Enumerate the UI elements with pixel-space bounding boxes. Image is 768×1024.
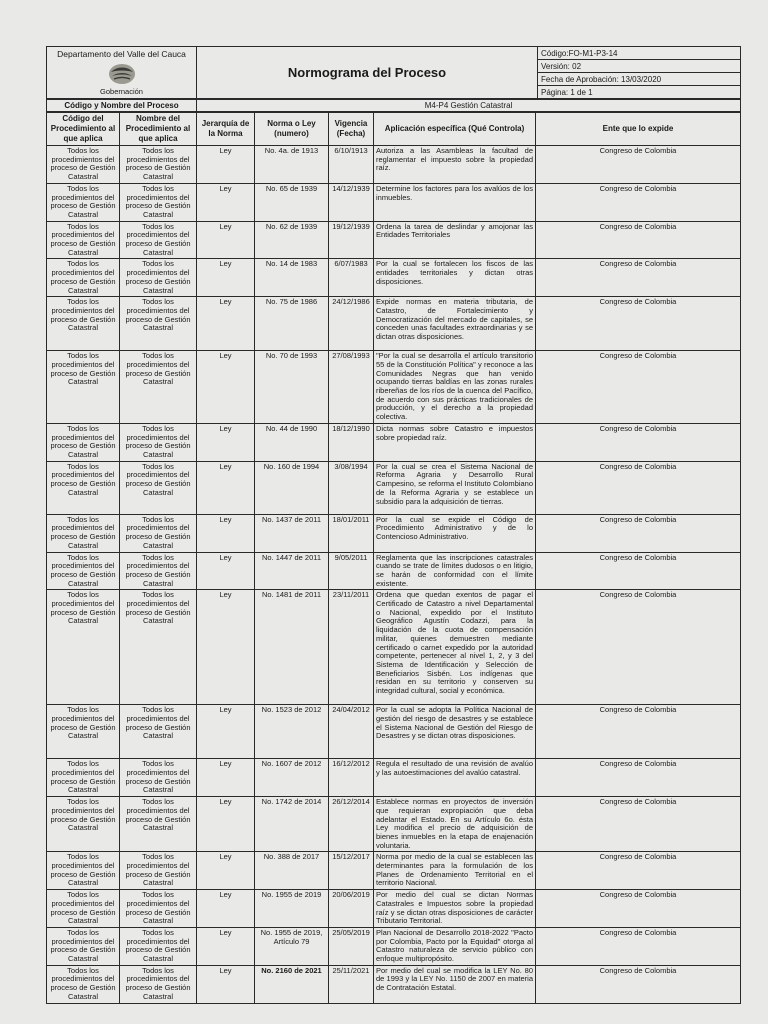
- row-procedure-code: Todos los procedimientos del proceso de Gestión Catastral: [47, 221, 120, 259]
- row-norm-level: Ley: [197, 927, 255, 965]
- row-norm-date: 14/12/1939: [329, 183, 374, 221]
- table-row: [47, 759, 741, 797]
- row-issuing-entity: Congreso de Colombia: [536, 965, 741, 1003]
- row-procedure-code: Todos los procedimientos del proceso de Gestión Catastral: [47, 183, 120, 221]
- row-procedure-code: Todos los procedimientos del proceso de Gestión Catastral: [47, 461, 120, 514]
- row-procedure-name: Todos los procedimientos del proceso de Gestión Catastral: [120, 351, 197, 424]
- row-norm-level: Ley: [197, 965, 255, 1003]
- row-norm-date: 26/12/2014: [329, 797, 374, 852]
- row-procedure-code: Todos los procedimientos del proceso de Gestión Catastral: [47, 514, 120, 552]
- row-issuing-entity: Congreso de Colombia: [536, 461, 741, 514]
- row-norm-date: 25/11/2021: [329, 965, 374, 1003]
- row-norm-level: Ley: [197, 259, 255, 297]
- row-norm-date: 15/12/2017: [329, 852, 374, 890]
- row-procedure-code: Todos los procedimientos del proceso de Gestión Catastral: [47, 423, 120, 461]
- row-norm-number: No. 1437 de 2011: [255, 514, 329, 552]
- row-procedure-name: Todos los procedimientos del proceso de Gestión Catastral: [120, 297, 197, 351]
- row-procedure-code: Todos los procedimientos del proceso de Gestión Catastral: [47, 590, 120, 705]
- row-procedure-code: Todos los procedimientos del proceso de Gestión Catastral: [47, 927, 120, 965]
- row-application: Por medio del cual se dictan Normas Catastrales e Impuestos sobre la propiedad raíz y se dictan otras disposiciones de carácter Tributario Territorial.: [374, 890, 536, 928]
- row-norm-number: No. 1607 de 2012: [255, 759, 329, 797]
- row-issuing-entity: Congreso de Colombia: [536, 514, 741, 552]
- row-issuing-entity: Congreso de Colombia: [536, 183, 741, 221]
- row-norm-level: Ley: [197, 423, 255, 461]
- row-issuing-entity: Congreso de Colombia: [536, 423, 741, 461]
- row-application: Regula el resultado de una revisión de avalúo y las autoestimaciones del avalúo catastral.: [374, 759, 536, 797]
- table-row: [47, 552, 741, 590]
- row-norm-level: Ley: [197, 797, 255, 852]
- row-norm-number: No. 1481 de 2011: [255, 590, 329, 705]
- page-number: Página: 1 de 1: [538, 86, 741, 99]
- row-norm-date: 20/06/2019: [329, 890, 374, 928]
- row-norm-number: No. 75 de 1986: [255, 297, 329, 351]
- row-procedure-code: Todos los procedimientos del proceso de Gestión Catastral: [47, 297, 120, 351]
- row-procedure-name: Todos los procedimientos del proceso de Gestión Catastral: [120, 423, 197, 461]
- row-norm-date: 9/05/2011: [329, 552, 374, 590]
- row-application: Por la cual se adopta la Política Nacional de gestión del riesgo de desastres y se establece el Sistema Nacional de Gestión del Riesgo de Desastres y se dictan otras disposiciones.: [374, 705, 536, 759]
- row-procedure-code: Todos los procedimientos del proceso de Gestión Catastral: [47, 852, 120, 890]
- row-issuing-entity: Congreso de Colombia: [536, 590, 741, 705]
- row-issuing-entity: Congreso de Colombia: [536, 146, 741, 184]
- row-norm-number: No. 388 de 2017: [255, 852, 329, 890]
- row-norm-date: 24/12/1986: [329, 297, 374, 351]
- row-norm-number: No. 1955 de 2019: [255, 890, 329, 928]
- row-norm-number: No. 160 de 1994: [255, 461, 329, 514]
- row-norm-date: 18/12/1990: [329, 423, 374, 461]
- column-header-norm: Norma o Ley (numero): [255, 113, 329, 146]
- row-norm-number: No. 62 de 1939: [255, 221, 329, 259]
- row-application: Ordena que quedan exentos de pagar el Certificado de Catastro a nivel Departamental o Nacional, expedido por el Instituto Geográfico Agustín Codazzi, para la liquidación de la cuota de compensación militar, quienes demuestren mediante certificado o carnet expedido por la autoridad competente, pertenecer al nivel 1, 2, y 3 del Sistema de Identificación y Selección de Beneficiarios Sisbén. Los indígenas que residan en su territorio y conserven su integridad cultural, social y económica.: [374, 590, 536, 705]
- row-norm-level: Ley: [197, 759, 255, 797]
- document-header: [46, 46, 741, 99]
- row-procedure-name: Todos los procedimientos del proceso de Gestión Catastral: [120, 259, 197, 297]
- page-title: Normograma del Proceso: [197, 47, 538, 99]
- row-norm-number: No. 1955 de 2019, Artículo 79: [255, 927, 329, 965]
- row-issuing-entity: Congreso de Colombia: [536, 259, 741, 297]
- row-norm-level: Ley: [197, 221, 255, 259]
- row-norm-number: No. 1447 de 2011: [255, 552, 329, 590]
- column-header-code: Código del Procedimiento al que aplica: [47, 113, 120, 146]
- row-norm-level: Ley: [197, 183, 255, 221]
- row-norm-number: No. 2160 de 2021: [255, 965, 329, 1003]
- row-procedure-name: Todos los procedimientos del proceso de Gestión Catastral: [120, 461, 197, 514]
- row-application: Determine los factores para los avalúos de los inmuebles.: [374, 183, 536, 221]
- row-norm-date: 16/12/2012: [329, 759, 374, 797]
- row-norm-date: 6/10/1913: [329, 146, 374, 184]
- row-issuing-entity: Congreso de Colombia: [536, 797, 741, 852]
- department-name: Departamento del Valle del Cauca: [57, 49, 186, 59]
- row-norm-number: No. 70 de 1993: [255, 351, 329, 424]
- process-value: M4-P4 Gestión Catastral: [197, 100, 741, 112]
- row-issuing-entity: Congreso de Colombia: [536, 890, 741, 928]
- document-version: Versión: 02: [538, 60, 741, 73]
- row-procedure-code: Todos los procedimientos del proceso de Gestión Catastral: [47, 351, 120, 424]
- row-application: "Por la cual se desarrolla el artículo transitorio 55 de la Constitución Política" y reconoce a las Comunidades Negras que han venido ocupando tierras baldías en las zonas rurales ribereñas de los ríos de la cuenca del Pacífico, de acuerdo con sus prácticas tradicionales de producción, y el derecho a la propiedad colectiva.: [374, 351, 536, 424]
- row-norm-date: 27/08/1993: [329, 351, 374, 424]
- table-row: [47, 705, 741, 759]
- row-norm-date: 23/11/2011: [329, 590, 374, 705]
- row-issuing-entity: Congreso de Colombia: [536, 221, 741, 259]
- row-norm-date: 18/01/2011: [329, 514, 374, 552]
- row-norm-level: Ley: [197, 461, 255, 514]
- row-procedure-name: Todos los procedimientos del proceso de Gestión Catastral: [120, 927, 197, 965]
- row-norm-date: 3/08/1994: [329, 461, 374, 514]
- row-norm-date: 24/04/2012: [329, 705, 374, 759]
- process-section: [46, 99, 741, 112]
- row-norm-number: No. 4a. de 1913: [255, 146, 329, 184]
- table-row: [47, 797, 741, 852]
- table-row: [47, 351, 741, 424]
- document-sheet: [46, 46, 740, 1004]
- row-norm-level: Ley: [197, 146, 255, 184]
- row-issuing-entity: Congreso de Colombia: [536, 552, 741, 590]
- row-procedure-name: Todos los procedimientos del proceso de Gestión Catastral: [120, 797, 197, 852]
- row-procedure-name: Todos los procedimientos del proceso de Gestión Catastral: [120, 183, 197, 221]
- row-norm-level: Ley: [197, 705, 255, 759]
- row-norm-number: No. 1523 de 2012: [255, 705, 329, 759]
- row-norm-level: Ley: [197, 590, 255, 705]
- row-norm-number: No. 44 de 1990: [255, 423, 329, 461]
- column-header-date: Vigencia (Fecha): [329, 113, 374, 146]
- row-norm-number: No. 1742 de 2014: [255, 797, 329, 852]
- column-header-level: Jerarquía de la Norma: [197, 113, 255, 146]
- table-row: [47, 852, 741, 890]
- row-issuing-entity: Congreso de Colombia: [536, 351, 741, 424]
- row-application: Reglamenta que las inscripciones catastrales cuando se trate de límites dudosos o en litigio, se harán de conformidad con el límite existente.: [374, 552, 536, 590]
- table-row: [47, 890, 741, 928]
- row-application: Por medio del cual se modifica la LEY No. 80 de 1993 y la LEY No. 1150 de 2007 en materia de Contratación Estatal.: [374, 965, 536, 1003]
- table-row: [47, 221, 741, 259]
- row-norm-level: Ley: [197, 852, 255, 890]
- row-procedure-name: Todos los procedimientos del proceso de Gestión Catastral: [120, 221, 197, 259]
- table-row: [47, 461, 741, 514]
- row-application: Por la cual se fortalecen los fiscos de las entidades territoriales y dictan otras disposiciones.: [374, 259, 536, 297]
- header-subtitle: Gobernación: [100, 87, 143, 96]
- row-procedure-name: Todos los procedimientos del proceso de Gestión Catastral: [120, 890, 197, 928]
- row-application: Dicta normas sobre Catastro e impuestos sobre propiedad raíz.: [374, 423, 536, 461]
- table-row: [47, 297, 741, 351]
- row-application: Por la cual se expide el Código de Procedimiento Administrativo y de lo Contencioso Administrativo.: [374, 514, 536, 552]
- table-row: [47, 965, 741, 1003]
- row-procedure-code: Todos los procedimientos del proceso de Gestión Catastral: [47, 797, 120, 852]
- row-application: Ordena la tarea de deslindar y amojonar las Entidades Territoriales: [374, 221, 536, 259]
- row-norm-level: Ley: [197, 351, 255, 424]
- row-procedure-code: Todos los procedimientos del proceso de Gestión Catastral: [47, 759, 120, 797]
- table-body: [47, 146, 741, 1004]
- row-norm-date: 6/07/1983: [329, 259, 374, 297]
- row-norm-level: Ley: [197, 890, 255, 928]
- row-application: Expide normas en materia tributaria, de Catastro, de Fortalecimiento y Democratización del mercado de capitales, se conceden unas facultades extraordinarias y se dictan otras disposiciones.: [374, 297, 536, 351]
- table-row: [47, 259, 741, 297]
- column-header-entity: Ente que lo expide: [536, 113, 741, 146]
- row-norm-date: 19/12/1939: [329, 221, 374, 259]
- row-procedure-name: Todos los procedimientos del proceso de Gestión Catastral: [120, 852, 197, 890]
- row-application: Establece normas en proyectos de inversión que requieran expropiación que deba adelantar el Estado. En su Artículo 6o. ésta Ley modifica el precio de adquisición de bienes inmuebles en la etapa de enajenación voluntaria.: [374, 797, 536, 852]
- row-norm-level: Ley: [197, 297, 255, 351]
- table-row: [47, 514, 741, 552]
- table-row: [47, 927, 741, 965]
- row-procedure-name: Todos los procedimientos del proceso de Gestión Catastral: [120, 759, 197, 797]
- row-procedure-code: Todos los procedimientos del proceso de Gestión Catastral: [47, 259, 120, 297]
- table-row: [47, 146, 741, 184]
- row-procedure-name: Todos los procedimientos del proceso de Gestión Catastral: [120, 965, 197, 1003]
- approval-date: Fecha de Aprobación: 13/03/2020: [538, 73, 741, 86]
- row-procedure-code: Todos los procedimientos del proceso de Gestión Catastral: [47, 965, 120, 1003]
- row-issuing-entity: Congreso de Colombia: [536, 759, 741, 797]
- row-norm-number: No. 14 de 1983: [255, 259, 329, 297]
- row-procedure-name: Todos los procedimientos del proceso de Gestión Catastral: [120, 590, 197, 705]
- row-procedure-code: Todos los procedimientos del proceso de Gestión Catastral: [47, 146, 120, 184]
- row-procedure-name: Todos los procedimientos del proceso de Gestión Catastral: [120, 552, 197, 590]
- row-application: Norma por medio de la cual se establecen las determinantes para la formulación de los Planes de Ordenamiento Territorial en el territorio Nacional.: [374, 852, 536, 890]
- table-row: [47, 423, 741, 461]
- coat-of-arms-icon: [107, 62, 137, 86]
- row-procedure-code: Todos los procedimientos del proceso de Gestión Catastral: [47, 705, 120, 759]
- row-issuing-entity: Congreso de Colombia: [536, 705, 741, 759]
- column-header-application: Aplicación específica (Qué Controla): [374, 113, 536, 146]
- table-row: [47, 590, 741, 705]
- row-norm-number: No. 65 de 1939: [255, 183, 329, 221]
- row-procedure-name: Todos los procedimientos del proceso de Gestión Catastral: [120, 705, 197, 759]
- row-issuing-entity: Congreso de Colombia: [536, 852, 741, 890]
- row-procedure-name: Todos los procedimientos del proceso de Gestión Catastral: [120, 514, 197, 552]
- row-application: Plan Nacional de Desarrollo 2018-2022 "Pacto por Colombia, Pacto por la Equidad" otorga al Catastro naturaleza de servicio público con enfoque multipropósito.: [374, 927, 536, 965]
- row-application: Por la cual se crea el Sistema Nacional de Reforma Agraria y Desarrollo Rural Campesino, se reforma el Instituto Colombiano de la Reforma Agraria y se establece un subsidio para la adquisición de tierras.: [374, 461, 536, 514]
- process-label: Código y Nombre del Proceso: [47, 100, 197, 112]
- document-code: Código:FO-M1-P3-14: [538, 47, 741, 60]
- row-norm-level: Ley: [197, 514, 255, 552]
- row-procedure-code: Todos los procedimientos del proceso de Gestión Catastral: [47, 552, 120, 590]
- row-procedure-code: Todos los procedimientos del proceso de Gestión Catastral: [47, 890, 120, 928]
- column-header-name: Nombre del Procedimiento al que aplica: [120, 113, 197, 146]
- row-application: Autoriza a las Asambleas la facultad de reglamentar el impuesto sobre la propiedad raíz.: [374, 146, 536, 184]
- row-issuing-entity: Congreso de Colombia: [536, 297, 741, 351]
- row-issuing-entity: Congreso de Colombia: [536, 927, 741, 965]
- row-norm-date: 25/05/2019: [329, 927, 374, 965]
- header-logo-cell: [47, 47, 197, 99]
- row-norm-level: Ley: [197, 552, 255, 590]
- table-row: [47, 183, 741, 221]
- normogram-table: [46, 112, 741, 1004]
- row-procedure-name: Todos los procedimientos del proceso de Gestión Catastral: [120, 146, 197, 184]
